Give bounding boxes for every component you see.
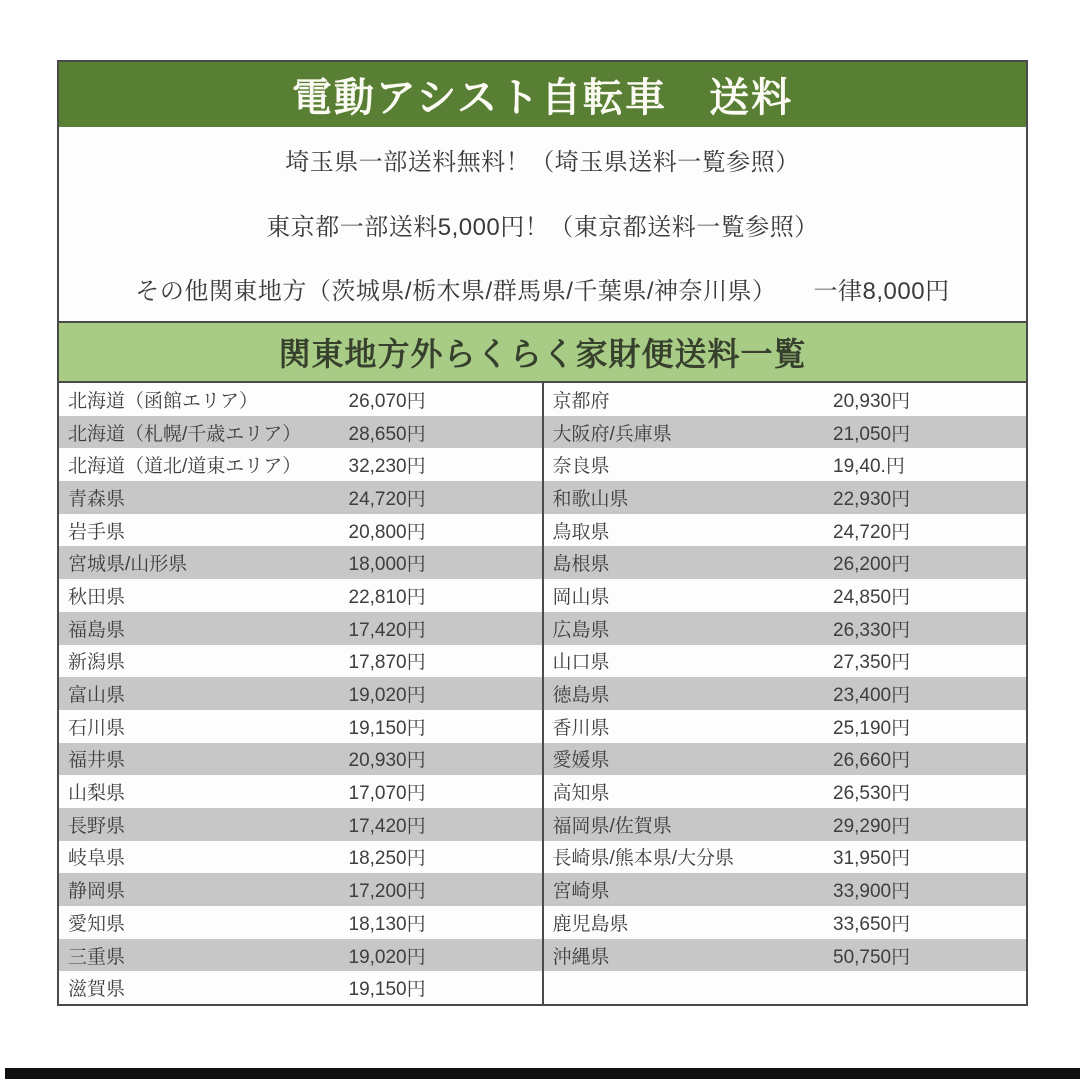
shipping-price-cell: 24,720円 (833, 521, 911, 543)
shipping-price-cell: 32,230円 (348, 456, 426, 478)
prefecture-name-cell: 山口県 (552, 652, 610, 674)
shipping-price-cell: 18,250円 (348, 848, 426, 870)
prefecture-name-cell: 秋田県 (68, 586, 126, 608)
prefecture-name-cell: 静岡県 (68, 881, 126, 903)
table-row (544, 514, 1027, 547)
panel-title: 電動アシスト自転車 送料 (291, 76, 794, 120)
table-right-column (544, 383, 1027, 1004)
table-row (544, 645, 1027, 678)
prefecture-name-cell: 愛媛県 (552, 750, 610, 772)
prefecture-name-cell: 福岡県/佐賀県 (552, 815, 672, 837)
shipping-fee-table (59, 383, 1026, 1004)
table-row (59, 743, 542, 776)
prefecture-name-cell: 北海道（札幌/千歳エリア） (68, 423, 302, 445)
prefecture-name-cell: 滋賀県 (68, 979, 126, 1001)
table-row (544, 939, 1027, 972)
prefecture-name-cell: 福島県 (68, 619, 126, 641)
table-row (544, 481, 1027, 514)
table-row (544, 808, 1027, 841)
shipping-price-cell: 24,850円 (833, 586, 911, 608)
shipping-price-cell: 22,930円 (833, 488, 911, 510)
table-title-banner (59, 321, 1026, 383)
table-row (59, 612, 542, 645)
table-row (59, 677, 542, 710)
table-row (544, 416, 1027, 449)
table-left-column (59, 383, 544, 1004)
table-row (59, 514, 542, 547)
shipping-price-cell: 26,330円 (833, 619, 911, 641)
prefecture-name-cell: 石川県 (68, 717, 126, 739)
shipping-price-cell: 26,070円 (348, 390, 426, 412)
table-row (544, 841, 1027, 874)
shipping-notice-panel (57, 60, 1028, 1006)
table-row (544, 612, 1027, 645)
prefecture-name-cell: 香川県 (552, 717, 610, 739)
table-row (544, 743, 1027, 776)
shipping-price-cell: 19,020円 (348, 685, 426, 707)
prefecture-name-cell: 福井県 (68, 750, 126, 772)
prefecture-name-cell: 長崎県/熊本県/大分県 (552, 848, 735, 870)
table-row (544, 579, 1027, 612)
prefecture-name-cell: 島根県 (552, 554, 610, 576)
shipping-price-cell: 24,720円 (348, 488, 426, 510)
shipping-price-cell: 17,070円 (348, 783, 426, 805)
shipping-price-cell: 17,870円 (348, 652, 426, 674)
shipping-price-cell: 28,650円 (348, 423, 426, 445)
shipping-price-cell: 26,530円 (833, 783, 911, 805)
table-row (59, 939, 542, 972)
prefecture-name-cell: 愛知県 (68, 913, 126, 935)
table-row (59, 841, 542, 874)
prefecture-name-cell: 富山県 (68, 685, 126, 707)
prefecture-name-cell: 宮城県/山形県 (68, 554, 188, 576)
prefecture-name-cell: 奈良県 (552, 456, 610, 478)
table-title: 関東地方外らくらく家財便送料一覧 (278, 336, 807, 372)
prefecture-name-cell: 新潟県 (68, 652, 126, 674)
note-other-kanto: その他関東地方（茨城県/栃木県/群馬県/千葉県/神奈川県） 一律8,000円 (135, 278, 950, 306)
table-row (59, 383, 542, 416)
shipping-price-cell: 20,930円 (348, 750, 426, 772)
prefecture-name-cell: 高知県 (552, 783, 610, 805)
prefecture-name-cell: 大阪府/兵庫県 (552, 423, 672, 445)
shipping-price-cell: 18,130円 (348, 913, 426, 935)
notes-section (59, 127, 1026, 321)
table-row (544, 971, 1027, 1004)
shipping-price-cell: 19,150円 (348, 717, 426, 739)
bottom-bar (5, 1068, 1080, 1079)
shipping-price-cell: 21,050円 (833, 423, 911, 445)
shipping-price-cell: 20,800円 (348, 521, 426, 543)
shipping-price-cell: 22,810円 (348, 586, 426, 608)
shipping-price-cell: 19,150円 (348, 979, 426, 1001)
shipping-price-cell: 25,190円 (833, 717, 911, 739)
table-row (59, 971, 542, 1004)
table-row (59, 808, 542, 841)
shipping-price-cell: 27,350円 (833, 652, 911, 674)
prefecture-name-cell: 和歌山県 (552, 488, 629, 510)
shipping-price-cell: 33,900円 (833, 881, 911, 903)
prefecture-name-cell: 北海道（函館エリア） (68, 390, 259, 412)
shipping-price-cell: 17,200円 (348, 881, 426, 903)
shipping-price-cell: 19,40.円 (833, 456, 905, 478)
note-saitama: 埼玉県一部送料無料！（埼玉県送料一覧参照） (285, 148, 800, 176)
prefecture-name-cell: 広島県 (552, 619, 610, 641)
table-row (544, 710, 1027, 743)
table-row (59, 416, 542, 449)
shipping-price-cell: 29,290円 (833, 815, 911, 837)
prefecture-name-cell: 沖縄県 (552, 946, 610, 968)
shipping-price-cell: 19,020円 (348, 946, 426, 968)
table-row (59, 873, 542, 906)
table-row (59, 645, 542, 678)
prefecture-name-cell: 鹿児島県 (552, 913, 629, 935)
prefecture-name-cell: 岡山県 (552, 586, 610, 608)
shipping-price-cell: 18,000円 (348, 554, 426, 576)
prefecture-name-cell: 京都府 (552, 390, 610, 412)
note-tokyo: 東京都一部送料5,000円！（東京都送料一覧参照） (266, 213, 819, 241)
table-row (544, 775, 1027, 808)
table-row (59, 448, 542, 481)
prefecture-name-cell: 三重県 (68, 946, 126, 968)
shipping-price-cell: 26,200円 (833, 554, 911, 576)
table-row (544, 448, 1027, 481)
table-row (59, 906, 542, 939)
prefecture-name-cell: 岩手県 (68, 521, 126, 543)
table-row (544, 906, 1027, 939)
prefecture-name-cell: 岐阜県 (68, 848, 126, 870)
shipping-price-cell: 20,930円 (833, 390, 911, 412)
prefecture-name-cell: 鳥取県 (552, 521, 610, 543)
table-row (59, 481, 542, 514)
shipping-price-cell: 33,650円 (833, 913, 911, 935)
table-row (544, 873, 1027, 906)
shipping-price-cell: 50,750円 (833, 946, 911, 968)
table-row (544, 546, 1027, 579)
table-row (59, 546, 542, 579)
prefecture-name-cell: 長野県 (68, 815, 126, 837)
panel-title-bar (59, 62, 1026, 127)
table-row (544, 383, 1027, 416)
prefecture-name-cell: 北海道（道北/道東エリア） (68, 456, 302, 478)
shipping-price-cell: 23,400円 (833, 685, 911, 707)
prefecture-name-cell: 徳島県 (552, 685, 610, 707)
shipping-price-cell: 26,660円 (833, 750, 911, 772)
table-row (59, 775, 542, 808)
prefecture-name-cell: 山梨県 (68, 783, 126, 805)
prefecture-name-cell: 青森県 (68, 488, 126, 510)
shipping-price-cell: 17,420円 (348, 619, 426, 641)
table-row (59, 579, 542, 612)
prefecture-name-cell: 宮崎県 (552, 881, 610, 903)
shipping-price-cell: 31,950円 (833, 848, 911, 870)
shipping-price-cell: 17,420円 (348, 815, 426, 837)
table-row (544, 677, 1027, 710)
table-row (59, 710, 542, 743)
